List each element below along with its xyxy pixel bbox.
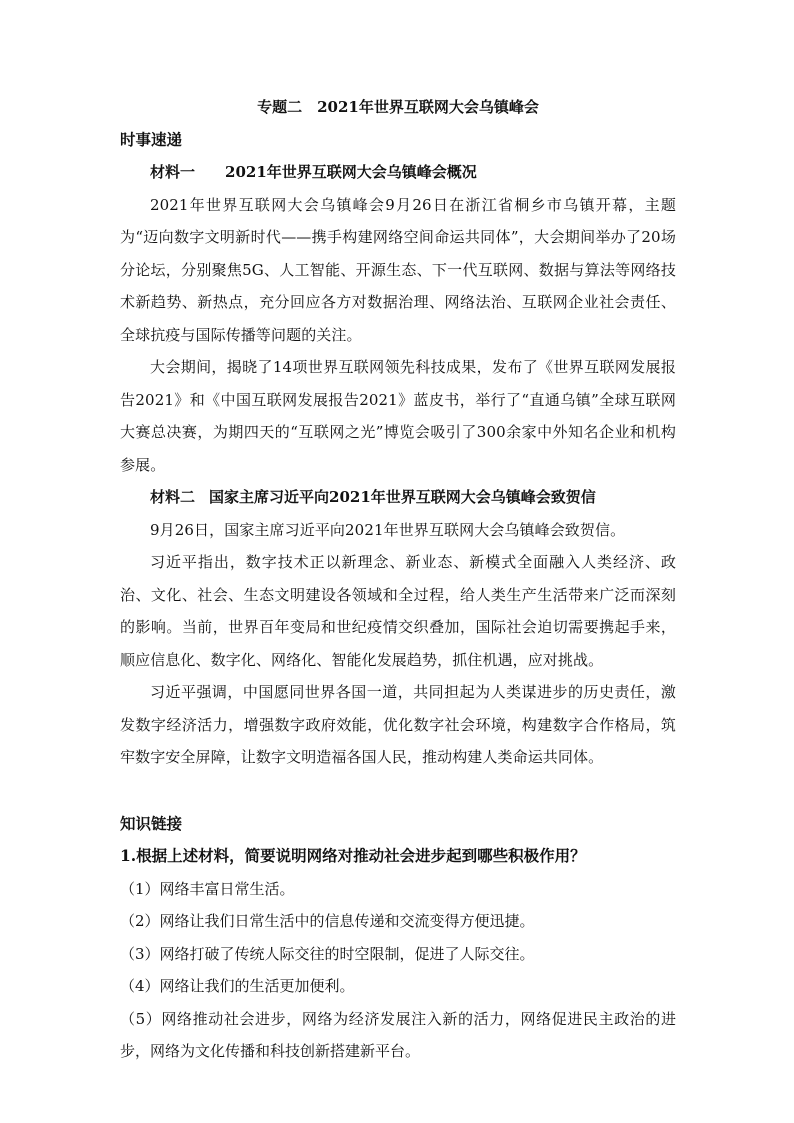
answer-item: （1）网络丰富日常生活。 <box>120 879 295 898</box>
material-2-paragraph: 习近平强调，中国愿同世界各国一道，共同担起为人类谋进步的历史责任，激发数字经济活力，增强数字政府效能，优化数字社会环境，构建数字合作格局，筑牢数字安全屏障，让数字文明造福各国人民，推动构建人类命运共同体。 <box>120 683 676 766</box>
section-spacer <box>120 774 676 808</box>
answer-item: （5）网络推动社会进步，网络为经济发展注入新的活力，网络促进民主政治的进步，网络为文化传播和科技创新搭建新平台。 <box>120 1009 676 1060</box>
answer-item: （3）网络打破了传统人际交往的时空限制，促进了人际交往。 <box>120 944 535 963</box>
document-title: 专题二 2021年世界互联网大会乌镇峰会 <box>257 98 539 116</box>
material-2-paragraph: 习近平指出，数字技术正以新理念、新业态、新模式全面融入人类经济、政治、文化、社会、生态文明建设各领域和全过程，给人类生产生活带来广泛而深刻的影响。当前，世界百年变局和世纪疫情交织叠加，国际社会迫切需要携起手来，顺应信息化、数字化、网络化、智能化发展趋势，抓住机遇，应对挑战。 <box>120 553 676 669</box>
document-page <box>120 91 676 1068</box>
section-heading-knowledge: 知识链接 <box>120 813 183 833</box>
material-1-label: 材料一 <box>150 163 196 181</box>
material-1-heading <box>120 156 676 189</box>
section-heading-news: 时事速递 <box>120 129 183 149</box>
material-1-paragraph: 大会期间，揭晓了14项世界互联网领先科技成果，发布了《世界互联网发展报告2021》和《中国互联网发展报告2021》蓝皮书，举行了“直通乌镇”全球互联网大赛总决赛，为期四天的“互联网之光”博览会吸引了300余家中外知名企业和机构参展。 <box>120 358 676 474</box>
material-2-heading <box>120 481 676 514</box>
answer-item: （2）网络让我们日常生活中的信息传递和交流变得方便迅捷。 <box>120 912 535 930</box>
material-1-paragraph: 2021年世界互联网大会乌镇峰会9月26日在浙江省桐乡市乌镇开幕，主题为“迈向数字文明新时代——携手构建网络空间命运共同体”，大会期间举办了20场分论坛，分别聚焦5G、人工智能、开源生态、下一代互联网、数据与算法等网络技术新趋势、新热点，充分回应各方对数据治理、网络法治、互联网企业社会责任、全球抗疫与国际传播等问题的关注。 <box>120 195 676 344</box>
answer-item: （4）网络让我们的生活更加便利。 <box>120 977 355 995</box>
material-2-title: 国家主席习近平向2021年世界互联网大会乌镇峰会致贺信 <box>209 488 596 506</box>
material-2-paragraph: 9月26日，国家主席习近平向2021年世界互联网大会乌镇峰会致贺信。 <box>150 520 626 539</box>
question-1: 1.根据上述材料，简要说明网络对推动社会进步起到哪些积极作用？ <box>120 846 586 865</box>
material-1-title: 2021年世界互联网大会乌镇峰会概况 <box>225 163 477 181</box>
material-2-label: 材料二 <box>150 488 196 506</box>
